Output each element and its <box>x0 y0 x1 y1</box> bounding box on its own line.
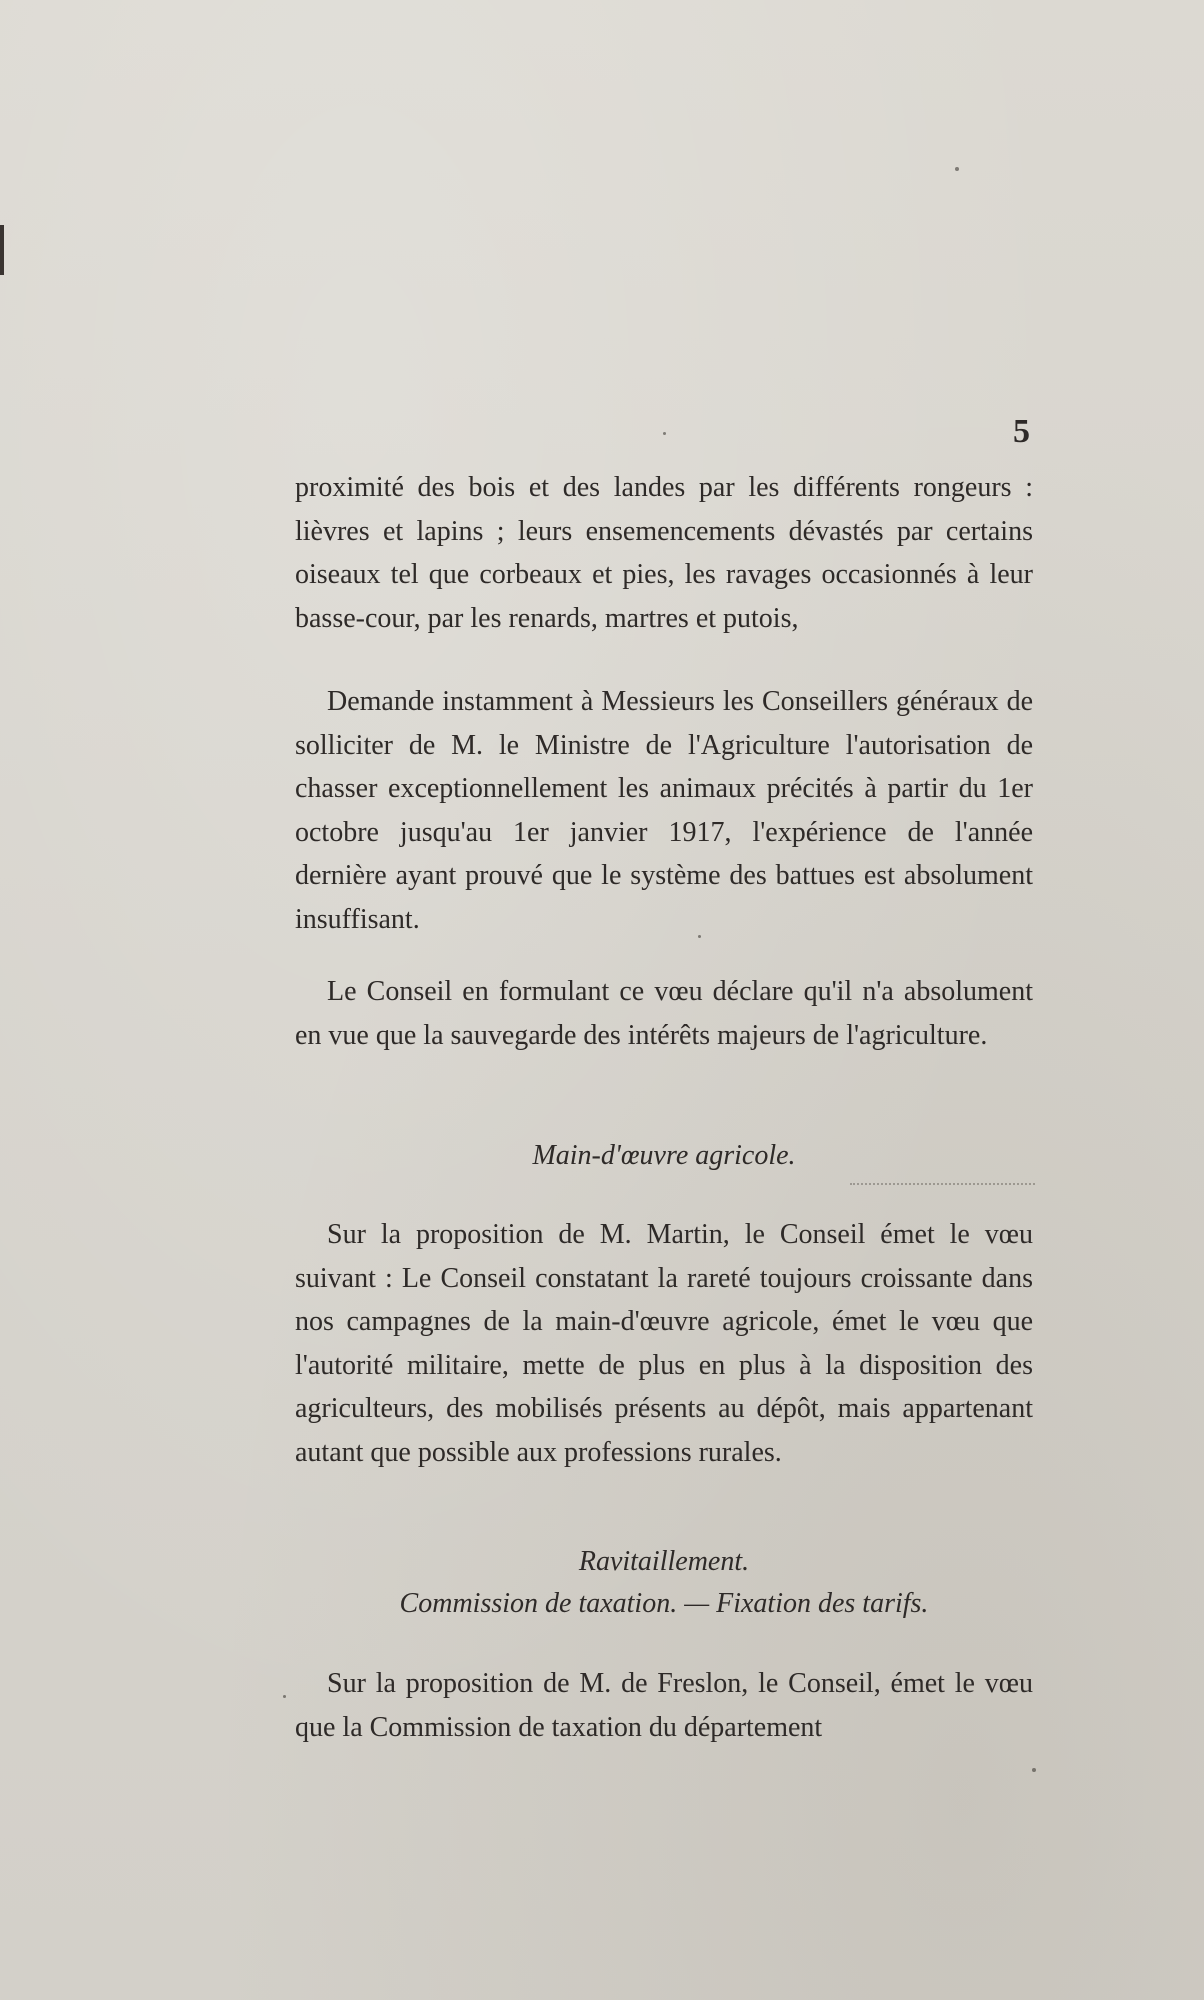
paper-speck <box>1032 1768 1036 1772</box>
paper-speck <box>698 935 701 938</box>
paragraph-martin: Sur la proposition de M. Martin, le Conseil émet le vœu suivant : Le Conseil constatant la rareté toujours croissante dans nos campagnes de la main-d'œuvre agricole, émet le vœu que l'autorité militaire, mette de plus en plus à la disposition des agriculteurs, des mobilisés présents au dépôt, mais appartenant autant que possible aux professions rurales. <box>295 1219 1033 1468</box>
paragraph-freslon: Sur la proposition de M. de Freslon, le Conseil, émet le vœu que la Commission de taxation du département <box>295 1668 1033 1743</box>
paper-speck <box>663 432 666 435</box>
paragraph-demande: Demande instamment à Messieurs les Conseillers généraux de solliciter de M. le Ministre de l'Agriculture l'autorisation de chasser exceptionnellement les animaux précités à partir du 1er octobre jusqu'au 1er janvier 1917, l'expérience de l'année dernière ayant prouvé que le système des battues est absolument insuffisant. <box>295 686 1033 935</box>
paper-speck <box>283 1695 286 1698</box>
paper-speck <box>955 167 959 171</box>
page-edge-mark <box>0 225 4 275</box>
heading-commission: Commission de taxation. — Fixation des tarifs. <box>399 1588 929 1619</box>
heading-divider <box>850 1183 1035 1185</box>
heading-main-doeuvre: Main-d'œuvre agricole. <box>532 1140 796 1171</box>
heading-ravitaillement: Ravitaillement. <box>578 1546 750 1577</box>
page-number: 5 <box>1013 413 1030 450</box>
paragraph-rongeurs: proximité des bois et des landes par les différents rongeurs : lièvres et lapins ; leurs ensemencements dévastés par certains oiseaux tel que corbeaux et pies, les ravages occasionnés à leur basse-cour, par les renards, martres et putois, <box>295 472 1033 634</box>
paragraph-conseil-voeu: Le Conseil en formulant ce vœu déclare qu'il n'a absolument en vue que la sauvegarde des intérêts majeurs de l'agriculture. <box>295 976 1033 1051</box>
